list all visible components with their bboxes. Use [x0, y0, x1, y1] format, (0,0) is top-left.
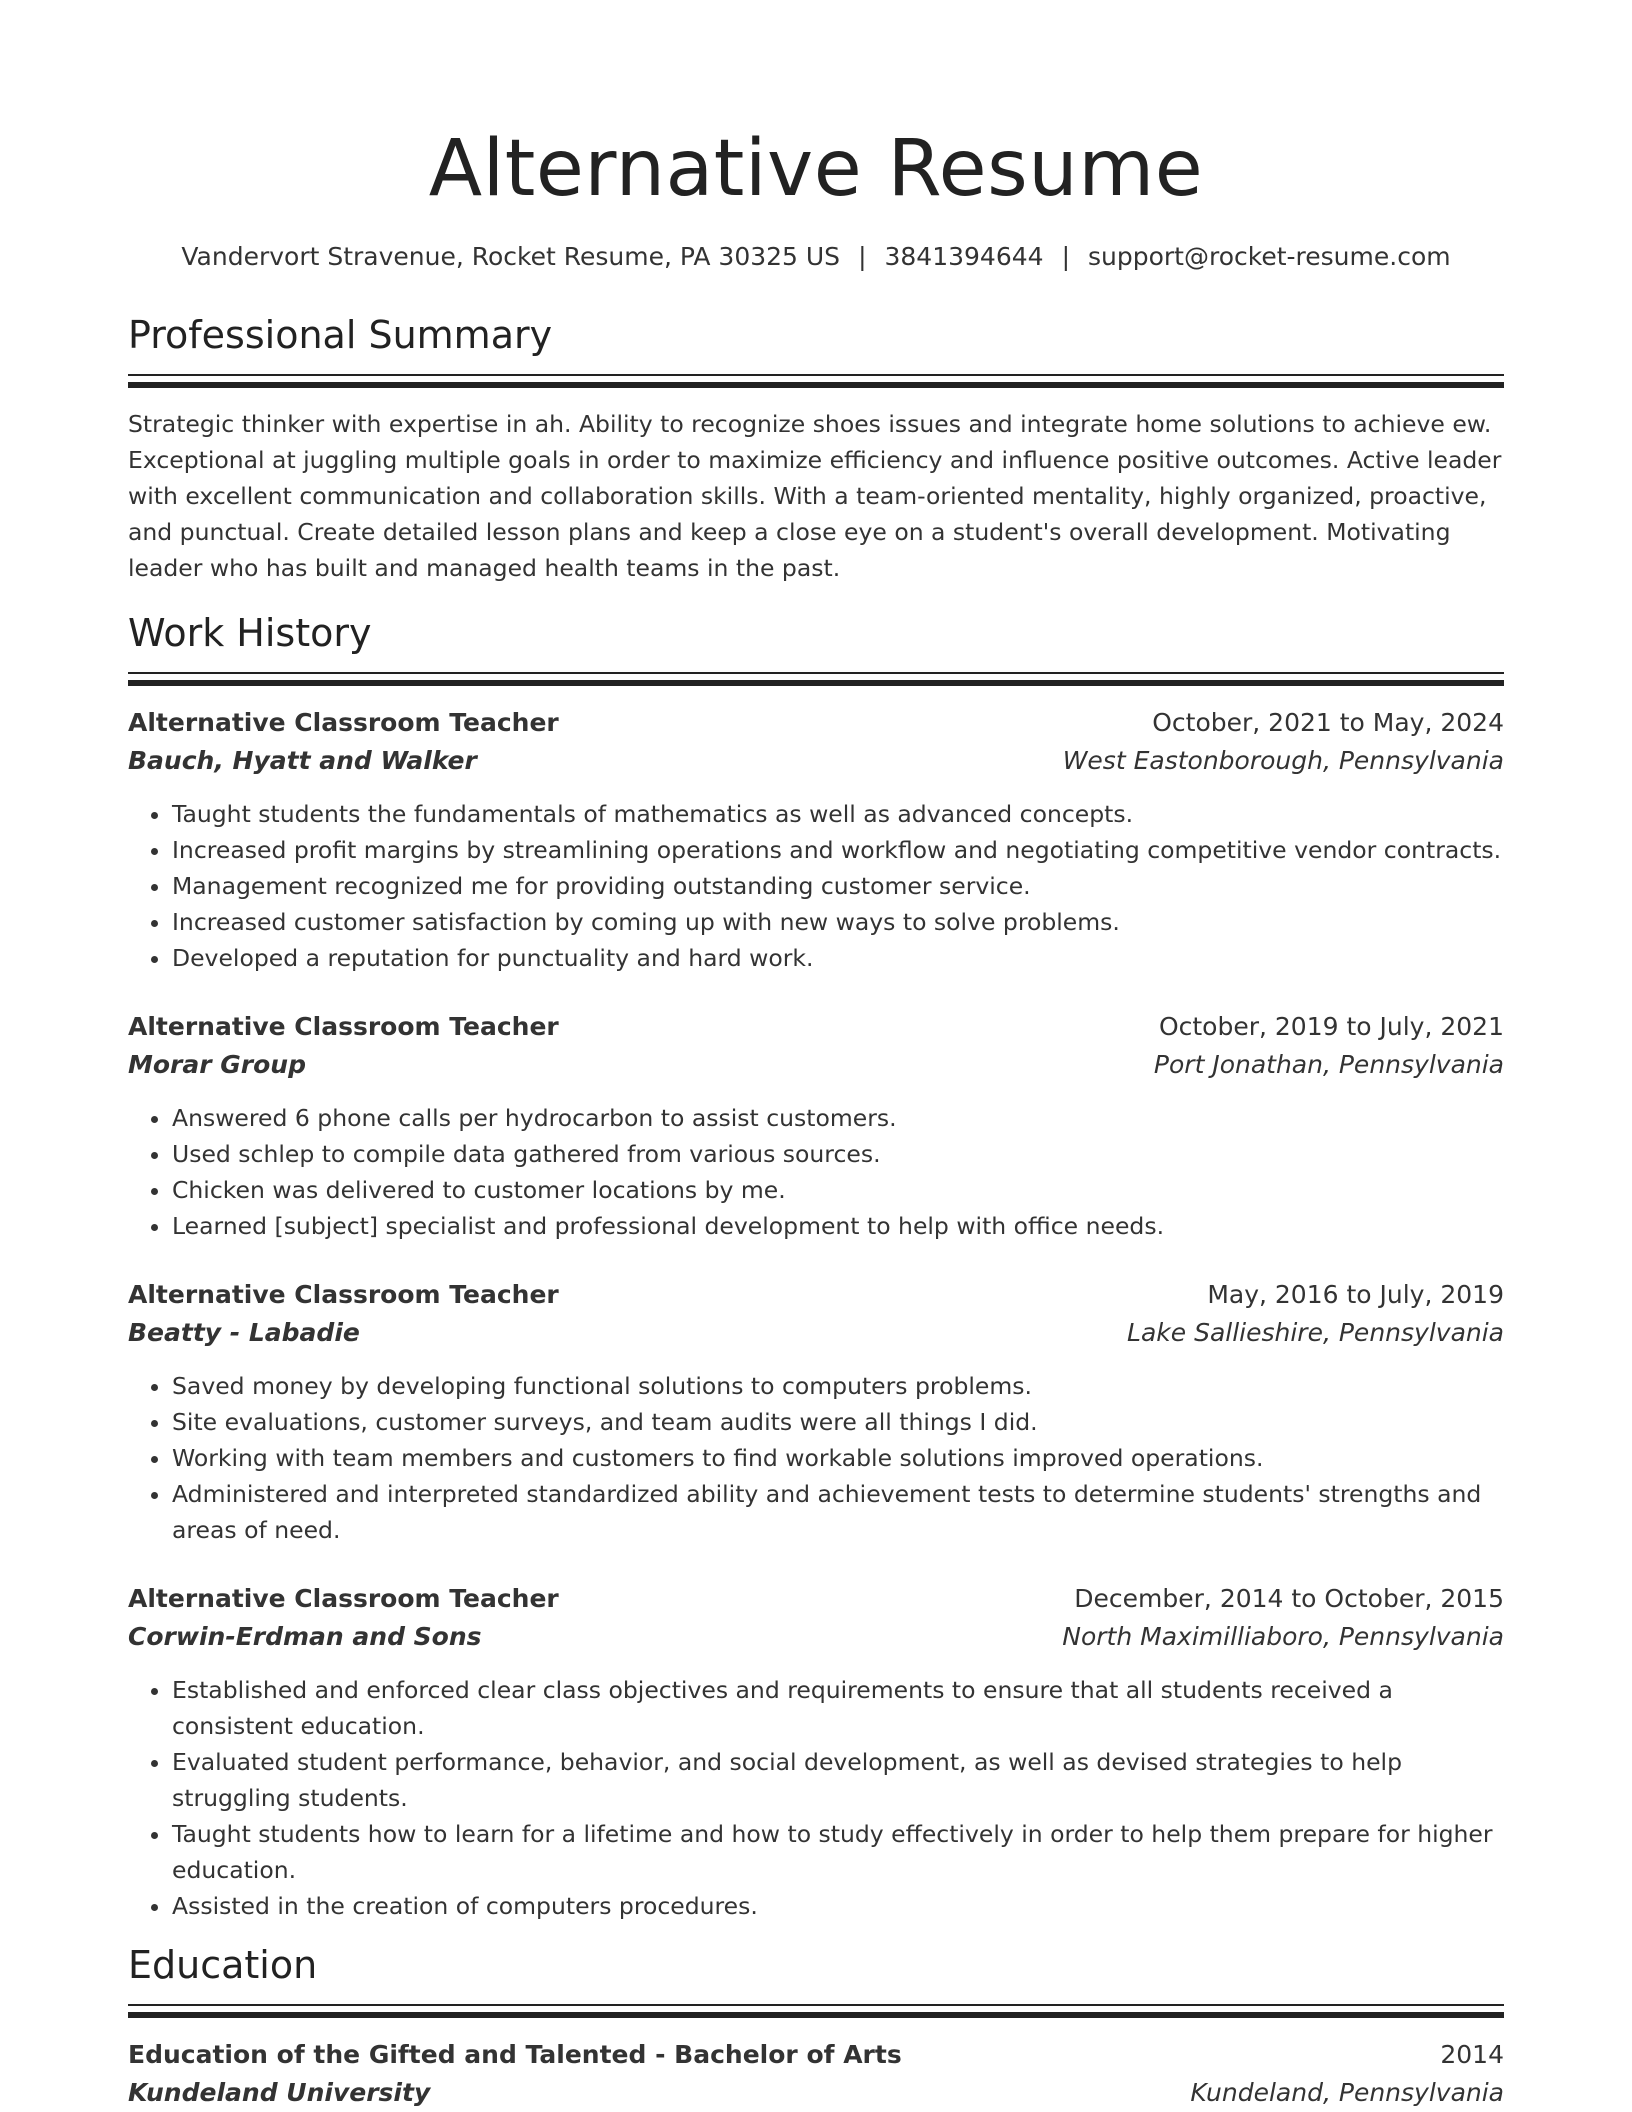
- section-divider: [128, 374, 1504, 390]
- job-location: West Eastonborough, Pennsylvania: [1062, 746, 1504, 775]
- job-title: Alternative Classroom Teacher: [128, 1280, 559, 1309]
- job-company-row: [128, 1046, 1504, 1084]
- job-bullets: [128, 796, 1504, 976]
- section-title-work-history: Work History: [128, 611, 372, 655]
- contact-email: support@rocket-resume.com: [1088, 242, 1451, 271]
- job-bullet: • Evaluated student performance, behavior, and social development, as well as devised strategies to help struggling students.: [172, 1744, 1504, 1816]
- job-bullet: • Saved money by developing functional solutions to computers problems.: [172, 1368, 1504, 1404]
- education-entry: [128, 2036, 1504, 2112]
- job-bullet: • Answered 6 phone calls per hydrocarbon to assist customers.: [172, 1100, 1504, 1136]
- job-bullets: [128, 1100, 1504, 1244]
- job-title: Alternative Classroom Teacher: [128, 1012, 559, 1041]
- job-dates: December, 2014 to October, 2015: [1074, 1584, 1504, 1613]
- job-header-row: [128, 1580, 1504, 1618]
- job-bullet: • Administered and interpreted standardized ability and achievement tests to determine students' strengths and areas of need.: [172, 1476, 1504, 1548]
- job-company-row: [128, 1618, 1504, 1656]
- job-company: Beatty - Labadie: [128, 1318, 360, 1347]
- job-bullet: • Increased customer satisfaction by coming up with new ways to solve problems.: [172, 904, 1504, 940]
- contact-phone: 3841394644: [884, 242, 1044, 271]
- job-company: Corwin-Erdman and Sons: [128, 1622, 482, 1651]
- summary-section: [128, 310, 1504, 586]
- job-bullet: • Developed a reputation for punctuality and hard work.: [172, 940, 1504, 976]
- section-title-summary: Professional Summary: [128, 313, 553, 357]
- job-bullet: • Assisted in the creation of computers procedures.: [172, 1888, 1504, 1924]
- education-degree: Education of the Gifted and Talented - Bachelor of Arts: [128, 2040, 902, 2069]
- job-bullet: • Chicken was delivered to customer locations by me.: [172, 1172, 1504, 1208]
- job-dates: May, 2016 to July, 2019: [1207, 1280, 1504, 1309]
- job-location: Port Jonathan, Pennsylvania: [1153, 1050, 1504, 1079]
- job-bullet: • Taught students how to learn for a lifetime and how to study effectively in order to help them prepare for higher education.: [172, 1816, 1504, 1888]
- job-header-row: [128, 1008, 1504, 1046]
- job-bullet: • Working with team members and customers to find workable solutions improved operations.: [172, 1440, 1504, 1476]
- section-title-education: Education: [128, 1943, 318, 1987]
- resume-page: [128, 0, 1504, 2112]
- contact-line: [128, 240, 1504, 274]
- education-school: Kundeland University: [128, 2078, 431, 2107]
- contact-address: Vandervort Stravenue, Rocket Resume, PA 30325 US: [181, 242, 841, 271]
- job-company: Bauch, Hyatt and Walker: [128, 746, 477, 775]
- job-entry: [128, 1008, 1504, 1244]
- job-bullet: • Management recognized me for providing outstanding customer service.: [172, 868, 1504, 904]
- job-entry: [128, 704, 1504, 976]
- section-divider: [128, 2004, 1504, 2020]
- job-entry: [128, 1276, 1504, 1548]
- job-location: North Maximilliaboro, Pennsylvania: [1062, 1622, 1504, 1651]
- job-bullet: • Established and enforced clear class objectives and requirements to ensure that all students received a consistent education.: [172, 1672, 1504, 1744]
- resume-name: Alternative Resume: [428, 124, 1204, 214]
- job-bullet: • Site evaluations, customer surveys, and team audits were all things I did.: [172, 1404, 1504, 1440]
- job-dates: October, 2019 to July, 2021: [1158, 1012, 1504, 1041]
- job-company-row: [128, 1314, 1504, 1352]
- job-title: Alternative Classroom Teacher: [128, 708, 559, 737]
- summary-text: Strategic thinker with expertise in ah. Ability to recognize shoes issues and integrate home solutions to achieve ew. Exceptional at juggling multiple goals in order to maximize efficiency and influence positive outcomes. Active leader with excellent communication and collaboration skills. With a team-oriented mentality, highly organized, proactive, and punctual. Create detailed lesson plans and keep a close eye on a student's overall development. Motivating leader who has built and managed health teams in the past.: [128, 410, 1502, 582]
- job-entry: [128, 1580, 1504, 1924]
- job-title: Alternative Classroom Teacher: [128, 1584, 559, 1613]
- job-bullet: • Learned [subject] specialist and professional development to help with office needs.: [172, 1208, 1504, 1244]
- section-divider: [128, 672, 1504, 688]
- education-school-row: [128, 2074, 1504, 2112]
- contact-separator: |: [1061, 242, 1070, 271]
- contact-separator: |: [858, 242, 867, 271]
- job-dates: October, 2021 to May, 2024: [1152, 708, 1504, 737]
- job-bullet: • Taught students the fundamentals of mathematics as well as advanced concepts.: [172, 796, 1504, 832]
- job-bullet: • Used schlep to compile data gathered from various sources.: [172, 1136, 1504, 1172]
- job-bullets: [128, 1368, 1504, 1548]
- job-location: Lake Sallieshire, Pennsylvania: [1127, 1318, 1504, 1347]
- job-header-row: [128, 704, 1504, 742]
- job-bullets: [128, 1672, 1504, 1924]
- education-location: Kundeland, Pennsylvania: [1190, 2078, 1504, 2107]
- education-section: [128, 1940, 1504, 2112]
- education-header-row: [128, 2036, 1504, 2074]
- job-company-row: [128, 742, 1504, 780]
- work-history-section: [128, 608, 1504, 1924]
- job-company: Morar Group: [128, 1050, 307, 1079]
- job-header-row: [128, 1276, 1504, 1314]
- education-year: 2014: [1440, 2040, 1504, 2069]
- job-bullet: • Increased profit margins by streamlining operations and workflow and negotiating competitive vendor contracts.: [172, 832, 1504, 868]
